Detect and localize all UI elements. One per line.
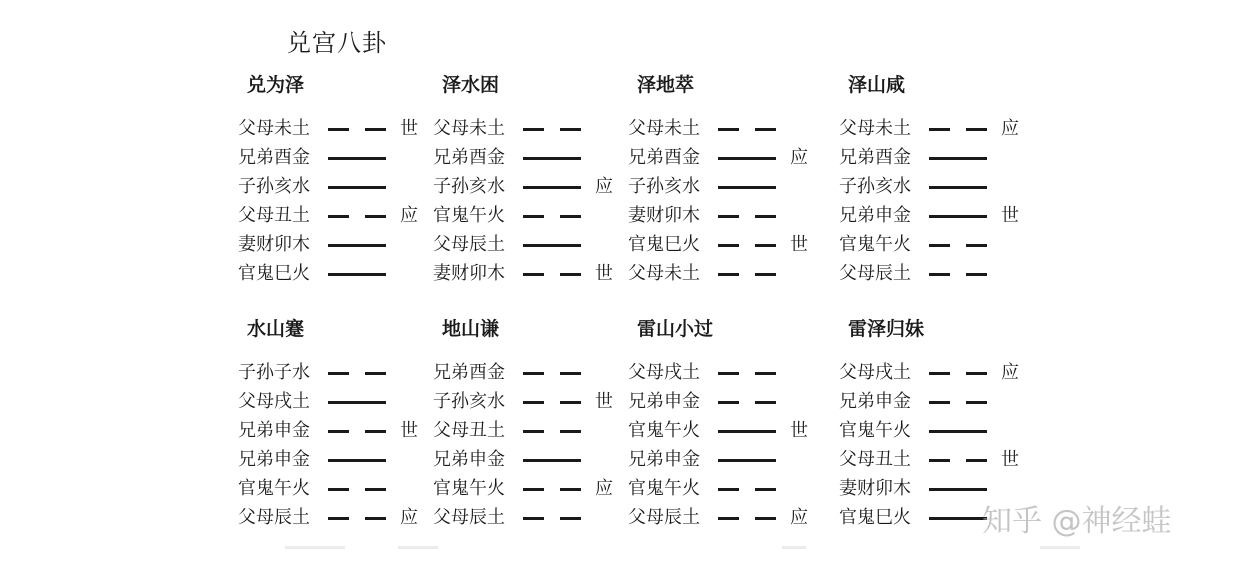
hexagram-name: 雷山小过 (637, 318, 714, 340)
yao-line (628, 477, 828, 501)
shi-ying-marker: 应 (400, 205, 418, 226)
yin-line-mark (718, 517, 776, 520)
yao-line (238, 146, 438, 170)
yin-line-mark (328, 488, 386, 491)
shi-ying-marker: 应 (1001, 362, 1019, 383)
yao-line (238, 448, 438, 472)
yin-segment (523, 273, 544, 276)
yin-segment (523, 372, 544, 375)
yao-label: 兄弟酉金 (238, 147, 310, 168)
yang-line-mark (328, 157, 386, 160)
yin-segment (755, 128, 776, 131)
yang-line-mark (328, 459, 386, 462)
yang-line-mark (328, 401, 386, 404)
yao-line (839, 204, 1039, 228)
shi-ying-marker: 应 (595, 478, 613, 499)
yang-segment (328, 401, 386, 404)
yin-segment (560, 401, 581, 404)
yin-line-mark (929, 273, 987, 276)
yao-line (839, 262, 1039, 286)
yao-line (839, 419, 1039, 443)
yao-label: 父母未土 (628, 118, 700, 139)
yao-label: 官鬼巳火 (628, 234, 700, 255)
yin-segment (560, 273, 581, 276)
yao-line (839, 477, 1039, 501)
yang-segment (328, 273, 386, 276)
yao-line (628, 117, 828, 141)
yang-segment (328, 186, 386, 189)
yang-segment (328, 244, 386, 247)
yao-label: 父母未土 (433, 118, 505, 139)
yao-line (238, 506, 438, 530)
hexagram-name: 地山谦 (442, 318, 500, 340)
yin-segment (328, 128, 349, 131)
page-title: 兑宫八卦 (287, 29, 387, 57)
yin-segment (523, 430, 544, 433)
yang-line-mark (523, 186, 581, 189)
yin-segment (560, 430, 581, 433)
shi-ying-marker: 世 (1001, 449, 1019, 470)
yao-label: 官鬼午火 (839, 420, 911, 441)
yao-line (628, 390, 828, 414)
faint-residue (1040, 546, 1080, 549)
yin-segment (365, 372, 386, 375)
yao-label: 兄弟酉金 (839, 147, 911, 168)
yang-segment (523, 157, 581, 160)
yao-line (238, 419, 438, 443)
yao-label: 官鬼午火 (628, 420, 700, 441)
yao-label: 父母辰土 (433, 234, 505, 255)
yin-segment (755, 372, 776, 375)
yao-label: 父母未土 (628, 263, 700, 284)
hexagram-block (839, 72, 1039, 291)
yin-segment (755, 488, 776, 491)
yang-segment (929, 488, 987, 491)
yin-line-mark (718, 401, 776, 404)
yin-line-mark (523, 401, 581, 404)
yin-segment (523, 488, 544, 491)
yao-label: 父母辰土 (238, 507, 310, 528)
yao-line (628, 233, 828, 257)
yao-line (628, 175, 828, 199)
yin-line-mark (328, 517, 386, 520)
yang-line-mark (523, 157, 581, 160)
yao-label: 子孙亥水 (433, 391, 505, 412)
yao-label: 官鬼午火 (238, 478, 310, 499)
yin-segment (966, 128, 987, 131)
yang-line-mark (718, 157, 776, 160)
hexagram-block (433, 316, 633, 535)
shi-ying-marker: 世 (790, 234, 808, 255)
yang-line-mark (718, 459, 776, 462)
yang-line-mark (328, 244, 386, 247)
yao-label: 妻财卯木 (433, 263, 505, 284)
yang-segment (929, 157, 987, 160)
yin-segment (718, 215, 739, 218)
yao-label: 妻财卯木 (839, 478, 911, 499)
yao-label: 子孙亥水 (238, 176, 310, 197)
yin-line-mark (718, 488, 776, 491)
yao-label: 兄弟酉金 (628, 147, 700, 168)
shi-ying-marker: 世 (790, 420, 808, 441)
yin-segment (365, 128, 386, 131)
shi-ying-marker: 世 (400, 420, 418, 441)
yao-label: 父母丑土 (433, 420, 505, 441)
yin-segment (929, 128, 950, 131)
yao-label: 官鬼午火 (628, 478, 700, 499)
yao-label: 兄弟申金 (628, 391, 700, 412)
yao-label: 子孙子水 (238, 362, 310, 383)
yao-line (238, 204, 438, 228)
yin-segment (966, 244, 987, 247)
yin-line-mark (718, 273, 776, 276)
yin-line-mark (328, 128, 386, 131)
yao-line (433, 175, 633, 199)
yin-segment (523, 215, 544, 218)
yao-label: 父母辰土 (839, 263, 911, 284)
yao-line (839, 146, 1039, 170)
yao-line (433, 506, 633, 530)
yang-segment (929, 517, 987, 520)
hexagram-block (433, 72, 633, 291)
yao-line (628, 361, 828, 385)
hexagram-name: 兑为泽 (247, 74, 305, 96)
yao-line (628, 448, 828, 472)
yao-line (839, 448, 1039, 472)
yang-segment (328, 157, 386, 160)
hexagram-name: 泽水困 (442, 74, 500, 96)
yin-line-mark (328, 372, 386, 375)
yin-segment (718, 128, 739, 131)
yin-line-mark (929, 128, 987, 131)
yin-segment (718, 401, 739, 404)
yin-segment (560, 517, 581, 520)
yin-line-mark (523, 488, 581, 491)
yao-label: 父母未土 (238, 118, 310, 139)
yao-label: 父母丑土 (238, 205, 310, 226)
yao-label: 官鬼巳火 (839, 507, 911, 528)
yang-segment (929, 215, 987, 218)
yang-segment (929, 430, 987, 433)
yao-label: 兄弟酉金 (433, 362, 505, 383)
yin-line-mark (929, 244, 987, 247)
yin-segment (929, 244, 950, 247)
shi-ying-marker: 应 (790, 507, 808, 528)
yao-line (433, 477, 633, 501)
yang-segment (929, 186, 987, 189)
yao-label: 父母辰土 (433, 507, 505, 528)
yin-segment (966, 372, 987, 375)
yang-line-mark (929, 430, 987, 433)
yao-line (433, 146, 633, 170)
shi-ying-marker: 应 (595, 176, 613, 197)
yao-line (238, 390, 438, 414)
yao-line (433, 262, 633, 286)
yao-line (433, 233, 633, 257)
hexagram-name: 雷泽归妹 (848, 318, 925, 340)
yao-label: 父母未土 (839, 118, 911, 139)
yao-line (839, 233, 1039, 257)
yang-segment (523, 186, 581, 189)
yang-line-mark (328, 273, 386, 276)
yin-segment (328, 430, 349, 433)
shi-ying-marker: 应 (400, 507, 418, 528)
yao-label: 兄弟酉金 (433, 147, 505, 168)
yin-segment (966, 273, 987, 276)
yao-line (238, 233, 438, 257)
shi-ying-marker: 世 (595, 263, 613, 284)
hexagram-name: 水山蹇 (247, 318, 305, 340)
yao-label: 父母戌土 (839, 362, 911, 383)
yin-line-mark (523, 517, 581, 520)
yao-label: 兄弟申金 (238, 420, 310, 441)
yin-segment (929, 401, 950, 404)
yin-segment (755, 215, 776, 218)
yao-label: 子孙亥水 (628, 176, 700, 197)
yin-line-mark (523, 372, 581, 375)
yao-label: 兄弟申金 (839, 205, 911, 226)
yang-segment (328, 459, 386, 462)
yin-segment (929, 273, 950, 276)
yin-line-mark (523, 128, 581, 131)
yang-segment (523, 459, 581, 462)
yao-label: 子孙亥水 (839, 176, 911, 197)
yang-line-mark (523, 244, 581, 247)
yao-line (433, 204, 633, 228)
yao-line (628, 262, 828, 286)
yin-line-mark (929, 372, 987, 375)
yao-label: 妻财卯木 (238, 234, 310, 255)
yin-segment (365, 430, 386, 433)
yin-segment (365, 215, 386, 218)
yang-line-mark (929, 157, 987, 160)
yin-segment (328, 215, 349, 218)
yao-line (238, 361, 438, 385)
yao-label: 官鬼午火 (839, 234, 911, 255)
yao-line (839, 117, 1039, 141)
yang-segment (523, 244, 581, 247)
watermark: 知乎 @神经蛙 (982, 504, 1172, 539)
yin-segment (966, 401, 987, 404)
yin-segment (328, 488, 349, 491)
yao-line (238, 117, 438, 141)
yao-line (433, 448, 633, 472)
yin-segment (523, 401, 544, 404)
shi-ying-marker: 世 (1001, 205, 1019, 226)
yao-line (238, 175, 438, 199)
yao-label: 父母戌土 (628, 362, 700, 383)
yin-segment (718, 488, 739, 491)
yao-line (628, 146, 828, 170)
yang-line-mark (929, 488, 987, 491)
yao-line (839, 361, 1039, 385)
yao-line (238, 262, 438, 286)
yao-line (433, 361, 633, 385)
hexagram-block (628, 72, 828, 291)
yao-line (628, 419, 828, 443)
yin-segment (523, 517, 544, 520)
yao-line (433, 117, 633, 141)
yin-segment (755, 273, 776, 276)
yin-segment (718, 273, 739, 276)
yang-segment (718, 430, 776, 433)
yao-line (839, 390, 1039, 414)
hexagram-block (238, 316, 438, 535)
shi-ying-marker: 应 (790, 147, 808, 168)
yin-line-mark (523, 430, 581, 433)
yang-line-mark (523, 459, 581, 462)
yin-segment (718, 372, 739, 375)
yang-line-mark (328, 186, 386, 189)
yin-line-mark (718, 215, 776, 218)
yin-line-mark (523, 215, 581, 218)
yao-label: 官鬼午火 (433, 478, 505, 499)
yang-line-mark (718, 430, 776, 433)
yao-label: 父母辰土 (628, 507, 700, 528)
shi-ying-marker: 世 (400, 118, 418, 139)
yin-segment (560, 372, 581, 375)
faint-residue (782, 546, 806, 549)
yang-line-mark (929, 186, 987, 189)
yin-segment (718, 517, 739, 520)
yin-segment (929, 372, 950, 375)
yao-label: 兄弟申金 (628, 449, 700, 470)
yin-line-mark (929, 401, 987, 404)
yao-line (433, 419, 633, 443)
yin-segment (929, 459, 950, 462)
yin-segment (328, 372, 349, 375)
hexagram-block (238, 72, 438, 291)
yin-segment (560, 128, 581, 131)
yin-segment (718, 244, 739, 247)
yin-segment (365, 488, 386, 491)
yin-segment (755, 401, 776, 404)
yin-segment (560, 488, 581, 491)
yang-segment (718, 157, 776, 160)
yang-line-mark (929, 215, 987, 218)
yao-label: 官鬼巳火 (238, 263, 310, 284)
yao-label: 妻财卯木 (628, 205, 700, 226)
yao-label: 官鬼午火 (433, 205, 505, 226)
yin-line-mark (929, 459, 987, 462)
yao-line (839, 175, 1039, 199)
yao-label: 父母丑土 (839, 449, 911, 470)
shi-ying-marker: 世 (595, 391, 613, 412)
yin-segment (523, 128, 544, 131)
yang-line-mark (718, 186, 776, 189)
yin-line-mark (328, 430, 386, 433)
yang-segment (718, 459, 776, 462)
yin-line-mark (718, 244, 776, 247)
hexagram-block (628, 316, 828, 535)
yin-segment (966, 459, 987, 462)
yin-line-mark (718, 128, 776, 131)
yao-label: 子孙亥水 (433, 176, 505, 197)
yao-label: 兄弟申金 (433, 449, 505, 470)
yang-line-mark (929, 517, 987, 520)
yao-label: 兄弟申金 (238, 449, 310, 470)
yao-line (433, 390, 633, 414)
yao-label: 父母戌土 (238, 391, 310, 412)
faint-residue (398, 546, 438, 549)
yin-line-mark (523, 273, 581, 276)
yin-segment (755, 517, 776, 520)
yao-line (628, 204, 828, 228)
yao-line (238, 477, 438, 501)
hexagram-name: 泽地萃 (637, 74, 695, 96)
faint-residue (285, 546, 345, 549)
yin-segment (560, 215, 581, 218)
yin-line-mark (328, 215, 386, 218)
yin-segment (755, 244, 776, 247)
yang-segment (718, 186, 776, 189)
yin-segment (328, 517, 349, 520)
yao-label: 兄弟申金 (839, 391, 911, 412)
shi-ying-marker: 应 (1001, 118, 1019, 139)
yao-line (628, 506, 828, 530)
hexagram-name: 泽山咸 (848, 74, 906, 96)
yin-segment (365, 517, 386, 520)
yin-line-mark (718, 372, 776, 375)
